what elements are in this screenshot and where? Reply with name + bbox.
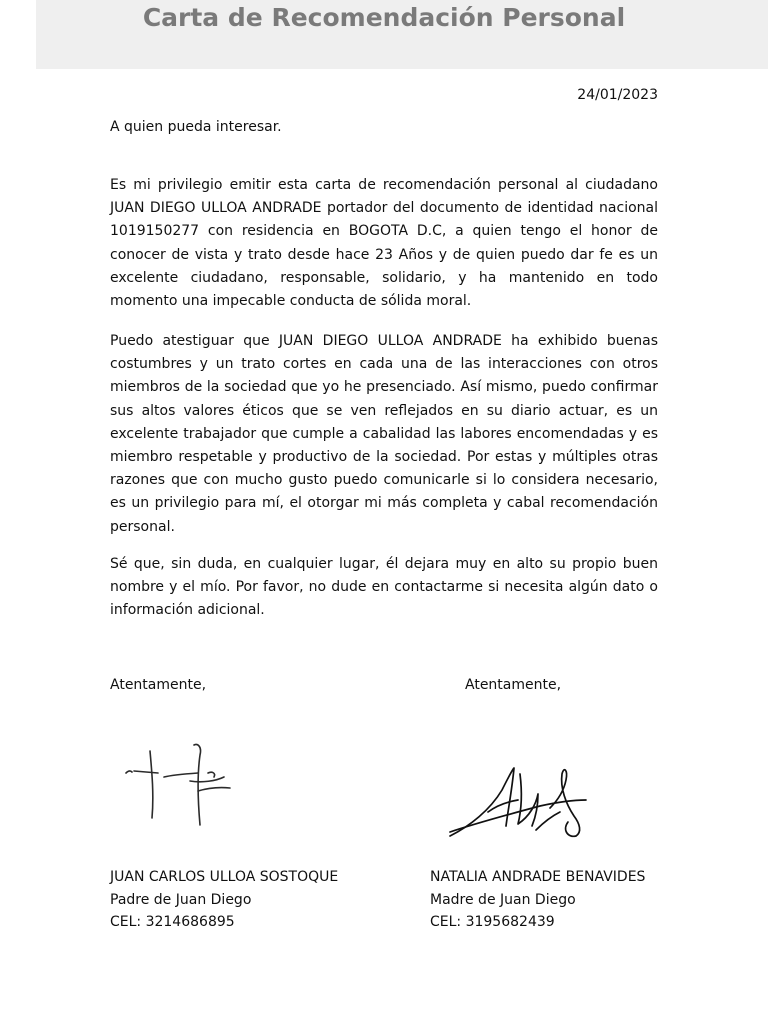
page-title: Carta de Recomendación Personal — [142, 3, 626, 32]
paragraph-2: Puedo atestiguar que JUAN DIEGO ULLOA ANDRADE ha exhibido buenas costumbres y un trato cortes en cada una de las interacciones con otros miembros de la sociedad que yo he presenciado. Así mismo, puedo confirmar sus altos valores éticos que se ven reflejados en su diario actuar, es un excelente trabajador que cumple a cabalidad las labores encomendadas y es miembro respetable y productivo de la sociedad. Por estas y múltiples otras razones que con mucho gusto puedo comunicarle si lo considera necesario, es un privilegio para mí, el otorgar mi más completa y cabal recomendación personal. — [110, 333, 658, 535]
closing-right: Atentamente, — [465, 677, 562, 693]
paragraph-1: Es mi privilegio emitir esta carta de recomendación personal al ciudadano JUAN DIEGO ULLOA ANDRADE portador del documento de identidad nacional 1019150277 con residencia en BOGOTA D.C, a quien tengo el honor de conocer de vista y trato desde hace 23 Años y de quien puedo dar fe es un excelente ciudadano, responsable, solidario, y ha mantenido en todo momento una impecable conducta de sólida moral. — [110, 177, 658, 310]
paragraph-3: Sé que, sin duda, en cualquier lugar, él dejara muy en alto su propio buen nombre y el mío. Por favor, no dude en contactarme si necesita algún dato o información adicional. — [110, 556, 658, 619]
signer-role: Padre de Juan Diego — [110, 891, 252, 908]
signature-mother — [440, 760, 590, 845]
signer-phone: CEL: 3214686895 — [110, 914, 235, 930]
letter-date: 24/01/2023 — [577, 87, 658, 103]
closing-left: Atentamente, — [110, 677, 207, 693]
signer-role: Madre de Juan Diego — [430, 891, 576, 908]
signer-mother — [430, 866, 645, 934]
greeting: A quien pueda interesar. — [110, 119, 282, 135]
signer-name: NATALIA ANDRADE BENAVIDES — [430, 869, 646, 885]
signer-name: JUAN CARLOS ULLOA SOSTOQUE — [110, 869, 339, 885]
signature-father — [112, 733, 242, 828]
signer-phone: CEL: 3195682439 — [430, 914, 555, 930]
signer-father — [110, 866, 338, 934]
